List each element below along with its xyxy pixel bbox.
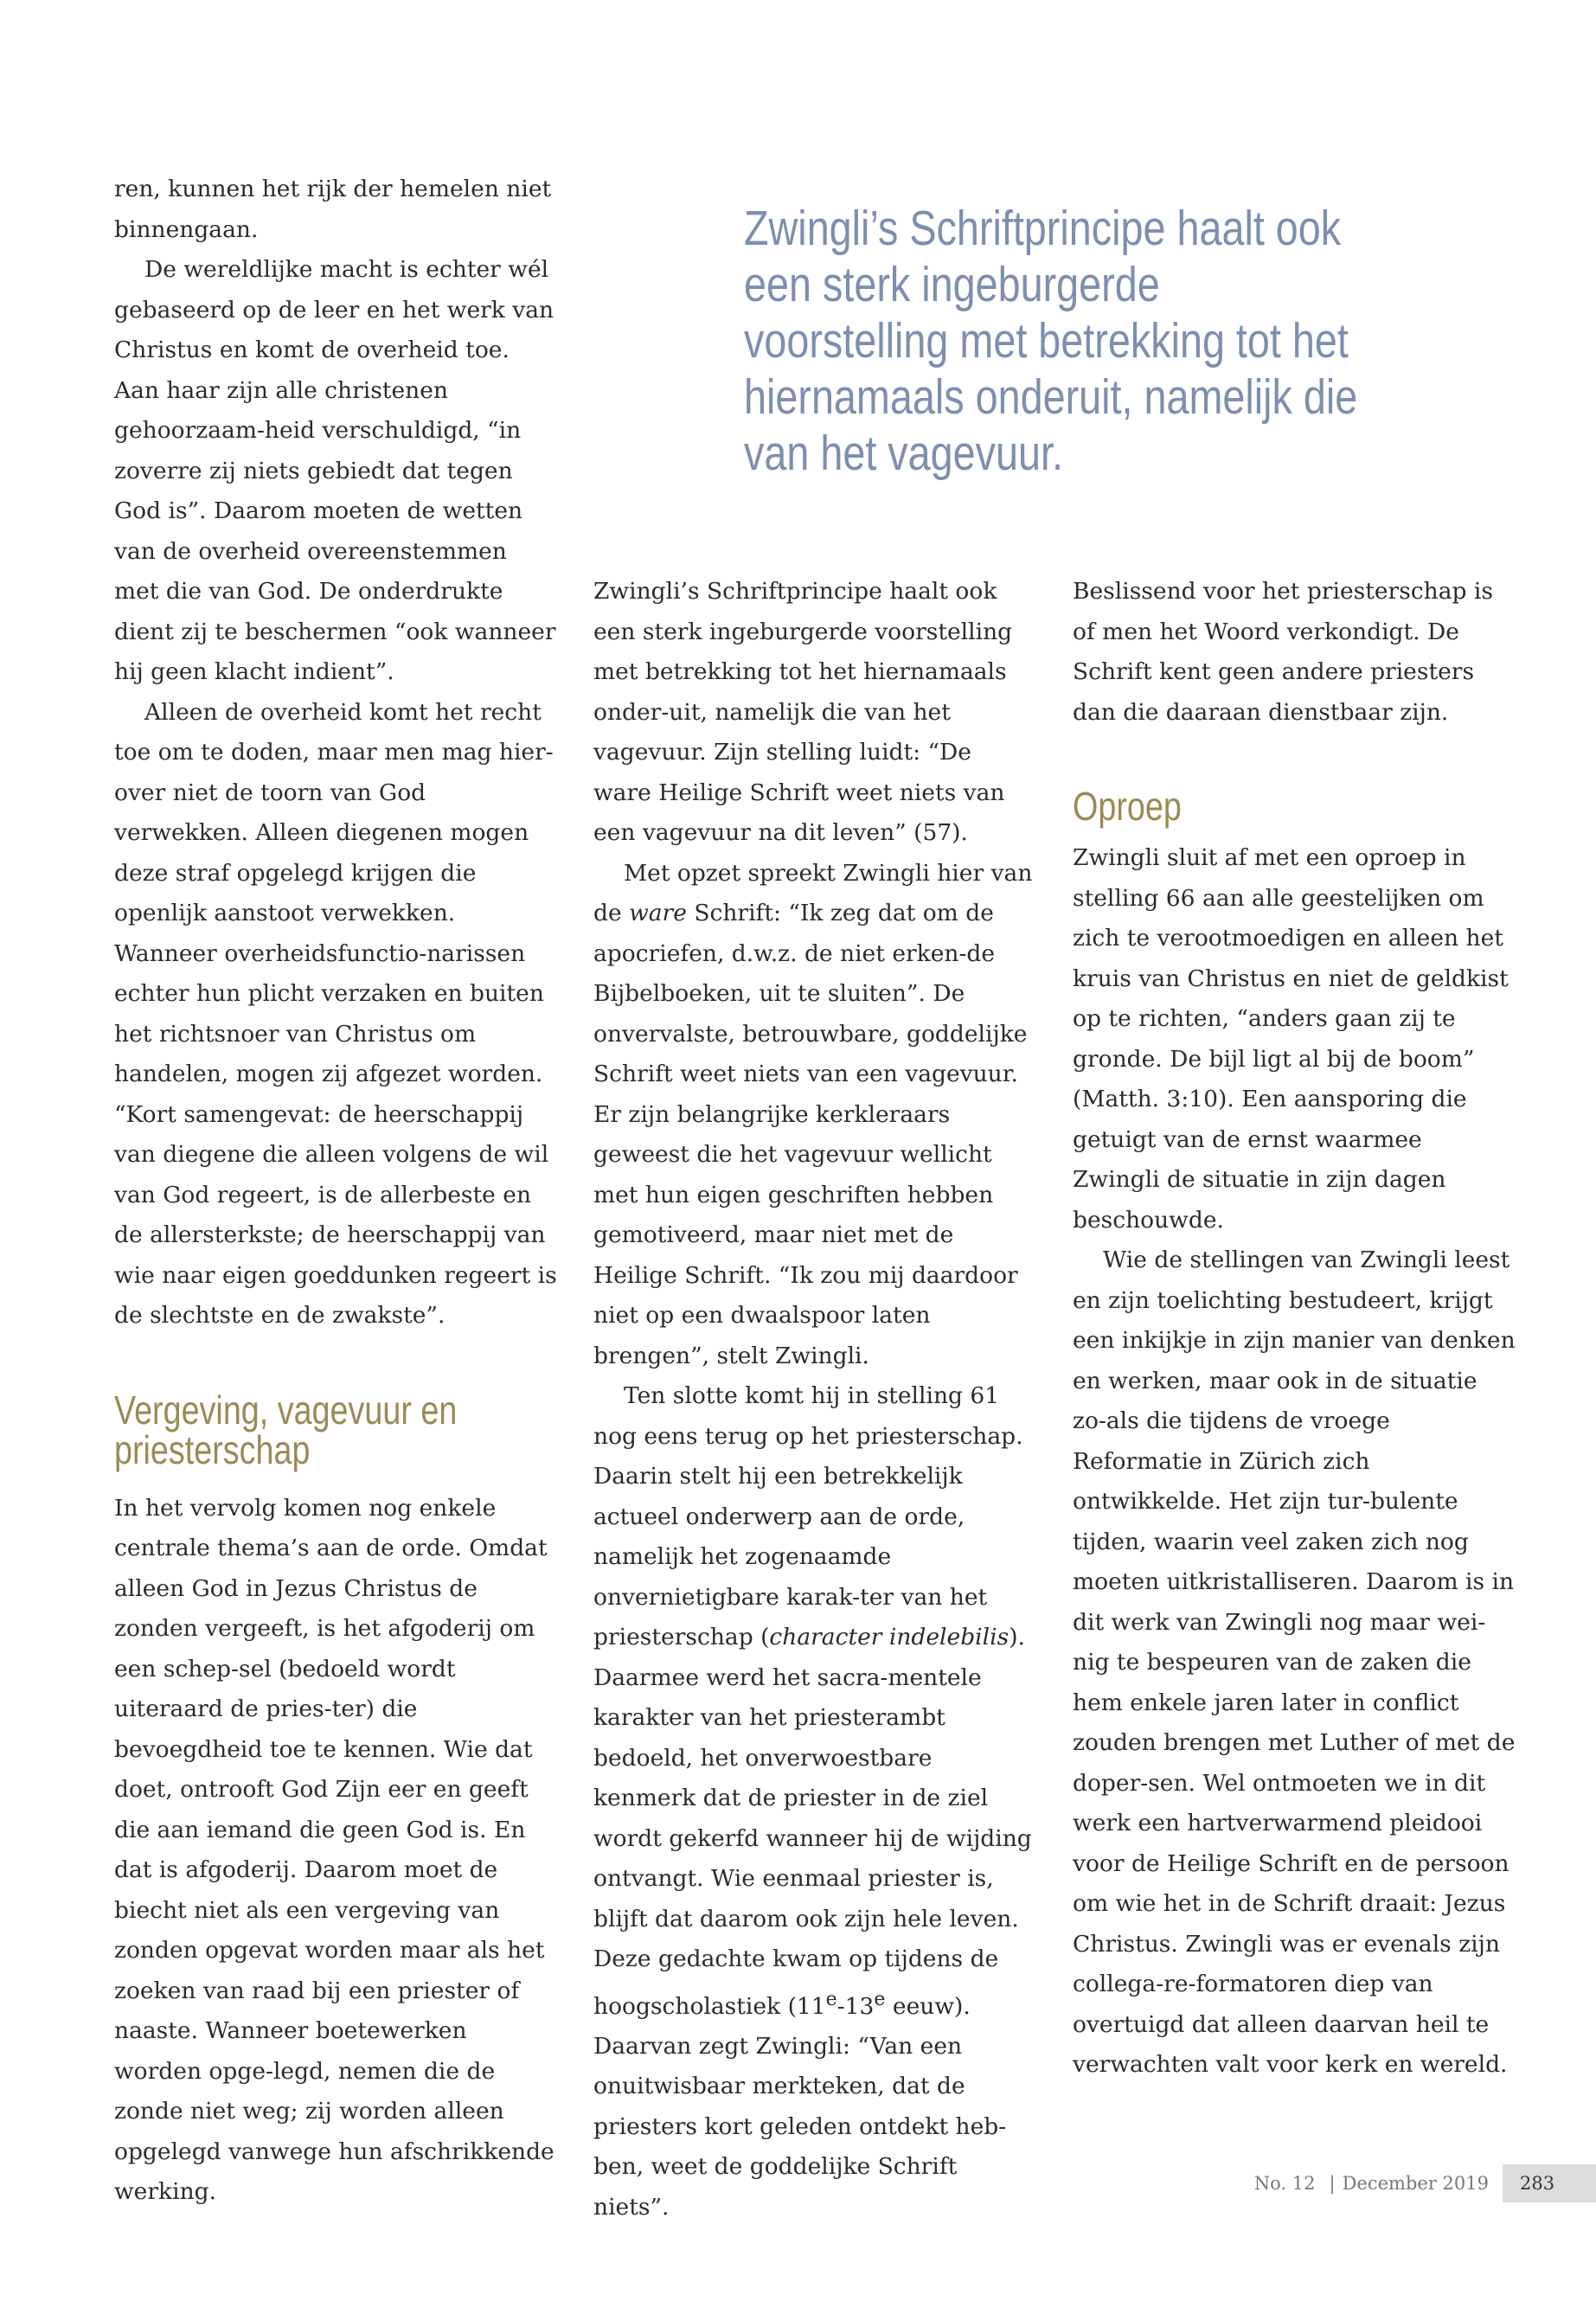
text-run: Ten slotte komt hij in stelling 61 nog eens terug op het priesterschap. Daarin stelt hij een betrekkelijk actueel onderwerp aan de orde, namelijk het zogenaamde onvernietigbare karak-ter van het priesterschap (	[593, 1382, 1023, 1650]
paragraph: Alleen de overheid komt het recht toe om te doden, maar men mag hier-over niet de toorn van God verwekken. Alleen diegenen mogen deze straf opgelegd krijgen die openlijk aanstoot verwekken. Wanneer overheidsfunctio-narissen echter hun plicht verzaken en buiten het richtsnoer van Christus om handelen, mogen zij afgezet worden. “Kort samengevat: de heerschappij van diegene die alleen volgens de wil van God regeert, is de allerbeste en de allersterkste; de heerschappij van wie naar eigen goeddunken regeert is de slechtste en de zwakste”.	[114, 698, 557, 1329]
superscript: e	[825, 1988, 837, 2010]
section-heading: Oproep	[1073, 784, 1182, 829]
text-run: Schrift: “Ik zeg dat om de apocriefen, d.w.z. de niet erken-de Bijbelboeken, uit te sluiten”. De onvervalste, betrouwbare, goddelijke Schrift weet niets van een vagevuur. Er zijn belangrijke kerkleraars geweest die het vagevuur wellicht met hun eigen geschriften hebben gemotiveerd, maar niet met de Heilige Schrift. “Ik zou mij daardoor niet op een dwaalspoor laten brengen”, stelt Zwingli.	[593, 900, 1028, 1369]
paragraph: Wie de stellingen van Zwingli leest en zijn toelichting bestudeert, krijgt een inkijkje in zijn manier van denken en werken, maar ook in de situatie zo-als die tijdens de vroege Reformatie in Zürich zich ontwikkelde. Het zijn tur-bulente tijden, waarin veel zaken zich nog moeten uitkristalliseren. Daarom is in dit werk van Zwingli nog maar wei-nig te bespeuren van de zaken die hem enkele jaren later in conflict zouden brengen met Luther of met de doper-sen. Wel ontmoeten we in dit werk een hartverwarmend pleidooi voor de Heilige Schrift en de persoon om wie het in de Schrift draait: Jezus Christus. Zwingli was er evenals zijn collega-re-formatoren diep van overtuigd dat alleen daarvan heil te verwachten valt voor kerk en wereld.	[1073, 1247, 1516, 2078]
section-heading: Vergeving, vagevuur en priesterschap	[114, 1387, 458, 1472]
text-run: eeuw). Daarvan zegt Zwingli: “Van een onuitwisbaar merkteken, dat de priesters kort geleden ontdekt heb-ben, weet de goddelijke Schrift niets”.	[593, 1992, 1007, 2221]
issue-number: No. 12	[1253, 2173, 1316, 2194]
paragraph: In het vervolg komen nog enkele centrale thema’s aan de orde. Omdat alleen God in Jezus Christus de zonden vergeeft, is het afgoderij om een schep-sel (bedoeld wordt uiteraard de pries-ter) die bevoegdheid toe te kennen. Wie dat doet, ontrooft God Zijn eer en geeft die aan iemand die geen God is. En dat is afgoderij. Daarom moet de biecht niet als een vergeving van zonden opgevat worden maar als het zoeken van raad bij een priester of naaste. Wanneer boetewerken worden opge-legd, nemen die de zonde niet weg; zij worden alleen opgelegd vanwege hun afschrikkende werking.	[114, 1494, 554, 2205]
emphasis: character indelebilis	[769, 1624, 1010, 1650]
pull-quote: Zwingli’s Schriftprincipe haalt ook een sterk ingeburgerde voorstelling met betrekking tot het hiernamaals onderuit, namelijk die van het vagevuur.	[744, 201, 1358, 481]
paragraph	[593, 854, 1036, 1377]
paragraph: Beslissend voor het priesterschap is of men het Woord verkondigt. De Schrift kent geen andere priesters dan die daaraan dienstbaar zijn.	[1073, 578, 1493, 726]
issue-date: December 2019	[1342, 2173, 1489, 2194]
text-run: ). Daarmee werd het sacra-mentele karakter van het priesterambt bedoeld, het onverwoestbare kenmerk dat de priester in de ziel wordt gekerfd wanneer hij de wijding ontvangt. Wie eenmaal priester is, blijft dat daarom ook zijn hele leven. Deze gedachte kwam op tijdens de hoogscholastiek (11	[593, 1624, 1032, 2020]
superscript: e	[874, 1988, 886, 2010]
paragraph: De wereldlijke macht is echter wél gebaseerd op de leer en het werk van Christus en komt de overheid toe. Aan haar zijn alle christenen gehoorzaam-heid verschuldigd, “in zoverre zij niets gebiedt dat tegen God is”. Daarom moeten de wetten van de overheid overeenstemmen met die van God. De onderdrukte dient zij te beschermen “ook wanneer hij geen klacht indient”.	[114, 256, 556, 685]
text-run: -13	[836, 1992, 875, 2020]
paragraph: Zwingli sluit af met een oproep in stelling 66 aan alle geestelijken om zich te verootmoedigen en alleen het kruis van Christus en niet de geldkist op te richten, “anders gaan zij te gronde. De bijl ligt al bij de boom” (Matth. 3:10). Een aansporing die getuigt van de ernst waarmee Zwingli de situatie in zijn dagen beschouwde.	[1073, 844, 1509, 1234]
paragraph: Zwingli’s Schriftprincipe haalt ook een sterk ingeburgerde voorstelling met betrekking tot het hiernamaals onder-uit, namelijk die van het vagevuur. Zijn stelling luidt: “De ware Heilige Schrift weet niets van een vagevuur na dit leven” (57).	[593, 578, 1013, 846]
text-run: Met opzet spreekt Zwingli hier van de	[593, 859, 1033, 926]
emphasis: ware	[629, 900, 687, 926]
page-footer	[1254, 2164, 1596, 2202]
paragraph	[593, 1376, 1036, 2227]
column-3	[1073, 572, 1516, 2086]
page-number: 283	[1503, 2164, 1596, 2202]
paragraph: ren, kunnen het rijk der hemelen niet binnengaan.	[114, 176, 552, 243]
column-1	[114, 170, 557, 2213]
column-2	[593, 572, 1036, 2227]
footer-separator: |	[1329, 2173, 1336, 2194]
